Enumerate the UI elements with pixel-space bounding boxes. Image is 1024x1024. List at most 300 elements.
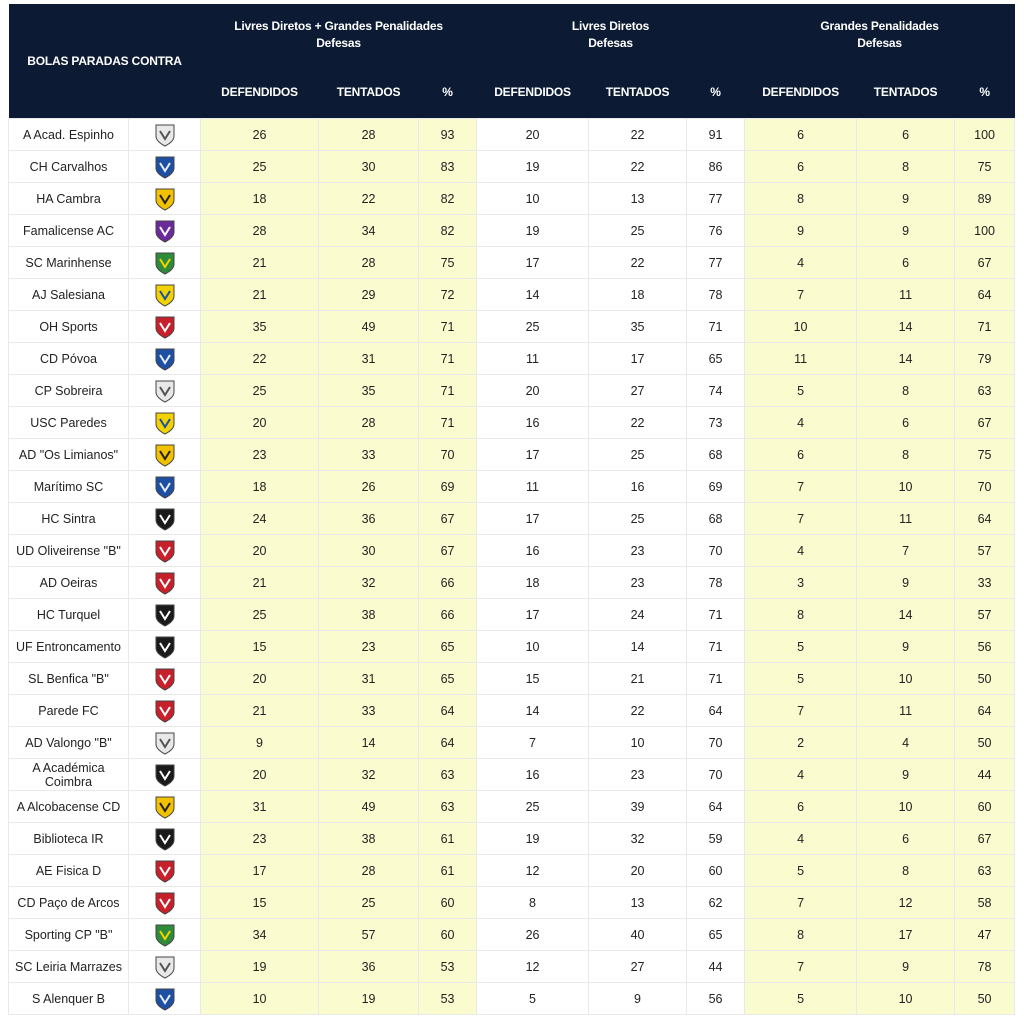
team-crest-icon [154, 955, 176, 979]
cell-defendidos: 35 [201, 311, 319, 343]
cell-percent: 53 [419, 951, 477, 983]
group-subtitle: Defesas [857, 36, 902, 50]
cell-percent: 75 [419, 247, 477, 279]
cell-tentados: 57 [319, 919, 419, 951]
cell-percent: 44 [955, 759, 1015, 791]
cell-percent: 58 [955, 887, 1015, 919]
team-crest-cell [129, 535, 201, 567]
table-row[interactable] [9, 599, 1015, 631]
cell-defendidos: 16 [477, 759, 589, 791]
cell-tentados: 14 [857, 343, 955, 375]
cell-tentados: 32 [589, 823, 687, 855]
cell-defendidos: 11 [477, 343, 589, 375]
table-row[interactable] [9, 503, 1015, 535]
cell-percent: 100 [955, 215, 1015, 247]
cell-defendidos: 6 [745, 151, 857, 183]
cell-defendidos: 15 [477, 663, 589, 695]
cell-tentados: 28 [319, 247, 419, 279]
cell-defendidos: 10 [477, 183, 589, 215]
cell-percent: 64 [419, 727, 477, 759]
team-name: UF Entroncamento [9, 631, 129, 663]
cell-percent: 64 [687, 695, 745, 727]
team-crest-cell [129, 951, 201, 983]
cell-defendidos: 4 [745, 535, 857, 567]
cell-percent: 71 [419, 343, 477, 375]
team-crest-cell [129, 631, 201, 663]
team-name: A Académica Coimbra [9, 759, 129, 791]
group-title: Livres Diretos + Grandes Penalidades [234, 19, 443, 33]
cell-tentados: 28 [319, 119, 419, 151]
cell-percent: 74 [687, 375, 745, 407]
team-name: Famalicense AC [9, 215, 129, 247]
team-crest-cell [129, 503, 201, 535]
col-header-tentados[interactable]: TENTADOS [319, 66, 419, 119]
team-crest-icon [154, 251, 176, 275]
cell-defendidos: 5 [477, 983, 589, 1015]
cell-tentados: 12 [857, 887, 955, 919]
team-name: A Alcobacense CD [9, 791, 129, 823]
cell-tentados: 10 [589, 727, 687, 759]
team-name: CD Póvoa [9, 343, 129, 375]
cell-tentados: 18 [589, 279, 687, 311]
cell-defendidos: 14 [477, 279, 589, 311]
table-row[interactable] [9, 343, 1015, 375]
cell-defendidos: 21 [201, 247, 319, 279]
team-crest-cell [129, 119, 201, 151]
cell-percent: 83 [419, 151, 477, 183]
cell-percent: 100 [955, 119, 1015, 151]
cell-percent: 70 [419, 439, 477, 471]
cell-percent: 65 [687, 919, 745, 951]
cell-percent: 56 [955, 631, 1015, 663]
team-crest-icon [154, 443, 176, 467]
group-header-total [201, 4, 477, 66]
cell-defendidos: 26 [477, 919, 589, 951]
cell-percent: 60 [419, 887, 477, 919]
team-name: HC Turquel [9, 599, 129, 631]
cell-defendidos: 17 [477, 599, 589, 631]
cell-percent: 71 [955, 311, 1015, 343]
team-crest-cell [129, 983, 201, 1015]
cell-defendidos: 10 [201, 983, 319, 1015]
table-row[interactable] [9, 663, 1015, 695]
table-row[interactable] [9, 215, 1015, 247]
cell-defendidos: 7 [745, 503, 857, 535]
cell-tentados: 21 [589, 663, 687, 695]
cell-defendidos: 7 [745, 695, 857, 727]
col-header-defendidos[interactable]: DEFENDIDOS [745, 66, 857, 119]
cell-defendidos: 5 [745, 855, 857, 887]
cell-tentados: 33 [319, 695, 419, 727]
team-crest-cell [129, 919, 201, 951]
cell-percent: 44 [687, 951, 745, 983]
cell-tentados: 6 [857, 247, 955, 279]
cell-defendidos: 19 [477, 823, 589, 855]
cell-defendidos: 31 [201, 791, 319, 823]
cell-defendidos: 28 [201, 215, 319, 247]
cell-tentados: 36 [319, 951, 419, 983]
cell-defendidos: 20 [477, 119, 589, 151]
cell-defendidos: 4 [745, 247, 857, 279]
cell-percent: 60 [419, 919, 477, 951]
cell-defendidos: 8 [477, 887, 589, 919]
cell-percent: 68 [687, 439, 745, 471]
cell-defendidos: 9 [201, 727, 319, 759]
cell-tentados: 22 [589, 247, 687, 279]
cell-percent: 82 [419, 215, 477, 247]
col-header-percent[interactable]: % [419, 66, 477, 119]
team-crest-icon [154, 667, 176, 691]
table-row[interactable] [9, 759, 1015, 791]
cell-tentados: 35 [319, 375, 419, 407]
cell-defendidos: 21 [201, 695, 319, 727]
team-crest-icon [154, 507, 176, 531]
cell-percent: 65 [687, 343, 745, 375]
cell-defendidos: 24 [201, 503, 319, 535]
cell-tentados: 25 [589, 439, 687, 471]
cell-defendidos: 6 [745, 791, 857, 823]
team-crest-cell [129, 855, 201, 887]
cell-defendidos: 12 [477, 855, 589, 887]
cell-tentados: 38 [319, 823, 419, 855]
table-row[interactable] [9, 151, 1015, 183]
cell-tentados: 25 [589, 503, 687, 535]
team-crest-icon [154, 699, 176, 723]
table-row[interactable] [9, 183, 1015, 215]
team-name: AJ Salesiana [9, 279, 129, 311]
table-row[interactable] [9, 119, 1015, 151]
cell-defendidos: 11 [745, 343, 857, 375]
cell-percent: 64 [955, 695, 1015, 727]
cell-percent: 61 [419, 823, 477, 855]
group-title: Livres Diretos [571, 19, 650, 33]
col-header-percent[interactable]: % [955, 66, 1015, 119]
team-crest-icon [154, 571, 176, 595]
cell-tentados: 30 [319, 151, 419, 183]
cell-tentados: 25 [319, 887, 419, 919]
cell-defendidos: 21 [201, 279, 319, 311]
cell-percent: 63 [955, 375, 1015, 407]
cell-tentados: 24 [589, 599, 687, 631]
cell-percent: 75 [955, 151, 1015, 183]
team-crest-cell [129, 599, 201, 631]
cell-defendidos: 4 [745, 759, 857, 791]
cell-defendidos: 20 [201, 407, 319, 439]
cell-percent: 67 [955, 247, 1015, 279]
cell-tentados: 9 [857, 631, 955, 663]
team-name: SC Leiria Marrazes [9, 951, 129, 983]
team-crest-cell [129, 791, 201, 823]
team-crest-icon [154, 891, 176, 915]
team-crest-cell [129, 727, 201, 759]
cell-tentados: 39 [589, 791, 687, 823]
team-crest-cell [129, 215, 201, 247]
team-crest-icon [154, 987, 176, 1011]
cell-percent: 65 [419, 631, 477, 663]
team-crest-cell [129, 663, 201, 695]
team-name: CD Paço de Arcos [9, 887, 129, 919]
team-name: UD Oliveirense "B" [9, 535, 129, 567]
cell-tentados: 49 [319, 311, 419, 343]
team-crest-icon [154, 379, 176, 403]
cell-tentados: 23 [589, 759, 687, 791]
cell-defendidos: 5 [745, 663, 857, 695]
team-name: S Alenquer B [9, 983, 129, 1015]
cell-percent: 64 [955, 503, 1015, 535]
cell-defendidos: 4 [745, 407, 857, 439]
group-title: Grandes Penalidades [820, 19, 939, 33]
cell-tentados: 22 [319, 183, 419, 215]
table-row[interactable] [9, 951, 1015, 983]
team-name: CP Sobreira [9, 375, 129, 407]
cell-tentados: 6 [857, 823, 955, 855]
cell-percent: 71 [687, 311, 745, 343]
cell-defendidos: 25 [201, 151, 319, 183]
cell-tentados: 27 [589, 375, 687, 407]
cell-tentados: 31 [319, 663, 419, 695]
cell-percent: 50 [955, 983, 1015, 1015]
cell-defendidos: 6 [745, 439, 857, 471]
table-row[interactable] [9, 919, 1015, 951]
cell-tentados: 32 [319, 567, 419, 599]
cell-tentados: 10 [857, 983, 955, 1015]
cell-percent: 57 [955, 599, 1015, 631]
cell-defendidos: 17 [477, 503, 589, 535]
cell-percent: 71 [687, 599, 745, 631]
table-row[interactable] [9, 535, 1015, 567]
cell-percent: 71 [419, 311, 477, 343]
cell-tentados: 49 [319, 791, 419, 823]
col-header-defendidos[interactable]: DEFENDIDOS [477, 66, 589, 119]
cell-tentados: 22 [589, 695, 687, 727]
cell-percent: 75 [955, 439, 1015, 471]
cell-percent: 70 [687, 727, 745, 759]
cell-tentados: 26 [319, 471, 419, 503]
cell-tentados: 14 [857, 599, 955, 631]
cell-tentados: 8 [857, 855, 955, 887]
cell-tentados: 13 [589, 183, 687, 215]
cell-percent: 72 [419, 279, 477, 311]
cell-tentados: 20 [589, 855, 687, 887]
team-crest-cell [129, 279, 201, 311]
table-row[interactable] [9, 855, 1015, 887]
cell-defendidos: 3 [745, 567, 857, 599]
table-row[interactable] [9, 279, 1015, 311]
cell-tentados: 7 [857, 535, 955, 567]
team-name: A Acad. Espinho [9, 119, 129, 151]
table-row[interactable] [9, 631, 1015, 663]
cell-tentados: 6 [857, 407, 955, 439]
team-crest-icon [154, 539, 176, 563]
cell-tentados: 14 [857, 311, 955, 343]
team-crest-icon [154, 859, 176, 883]
cell-tentados: 30 [319, 535, 419, 567]
cell-percent: 60 [687, 855, 745, 887]
team-crest-icon [154, 123, 176, 147]
team-crest-icon [154, 763, 176, 787]
team-crest-cell [129, 407, 201, 439]
cell-percent: 64 [687, 791, 745, 823]
group-header-free-kicks [477, 4, 745, 66]
cell-percent: 89 [955, 183, 1015, 215]
table-row[interactable] [9, 823, 1015, 855]
cell-percent: 86 [687, 151, 745, 183]
cell-defendidos: 20 [477, 375, 589, 407]
cell-defendidos: 12 [477, 951, 589, 983]
cell-percent: 77 [687, 247, 745, 279]
table-row[interactable] [9, 727, 1015, 759]
cell-tentados: 29 [319, 279, 419, 311]
table-row[interactable] [9, 247, 1015, 279]
table-row[interactable] [9, 983, 1015, 1015]
cell-defendidos: 6 [745, 119, 857, 151]
cell-tentados: 9 [857, 759, 955, 791]
team-crest-cell [129, 439, 201, 471]
cell-defendidos: 5 [745, 375, 857, 407]
cell-defendidos: 17 [201, 855, 319, 887]
table-row[interactable] [9, 439, 1015, 471]
cell-tentados: 9 [857, 567, 955, 599]
cell-percent: 66 [419, 599, 477, 631]
cell-percent: 66 [419, 567, 477, 599]
team-crest-cell [129, 887, 201, 919]
cell-percent: 64 [955, 279, 1015, 311]
table-row[interactable] [9, 311, 1015, 343]
team-crest-icon [154, 411, 176, 435]
cell-percent: 71 [419, 407, 477, 439]
cell-tentados: 11 [857, 503, 955, 535]
group-subtitle: Defesas [316, 36, 361, 50]
table-row[interactable] [9, 791, 1015, 823]
cell-defendidos: 10 [477, 631, 589, 663]
col-header-tentados[interactable]: TENTADOS [589, 66, 687, 119]
col-header-percent[interactable]: % [687, 66, 745, 119]
set-pieces-table [8, 4, 1015, 1015]
cell-tentados: 32 [319, 759, 419, 791]
cell-tentados: 34 [319, 215, 419, 247]
cell-defendidos: 34 [201, 919, 319, 951]
team-name: OH Sports [9, 311, 129, 343]
cell-percent: 71 [687, 631, 745, 663]
team-crest-cell [129, 471, 201, 503]
cell-tentados: 14 [319, 727, 419, 759]
cell-percent: 78 [955, 951, 1015, 983]
cell-percent: 65 [419, 663, 477, 695]
cell-defendidos: 18 [201, 183, 319, 215]
team-crest-cell [129, 247, 201, 279]
team-name: AE Fisica D [9, 855, 129, 887]
cell-percent: 56 [687, 983, 745, 1015]
cell-tentados: 35 [589, 311, 687, 343]
cell-percent: 47 [955, 919, 1015, 951]
cell-percent: 67 [955, 407, 1015, 439]
team-name: SC Marinhense [9, 247, 129, 279]
team-crest-icon [154, 731, 176, 755]
cell-defendidos: 8 [745, 599, 857, 631]
cell-defendidos: 14 [477, 695, 589, 727]
cell-tentados: 10 [857, 471, 955, 503]
cell-tentados: 22 [589, 407, 687, 439]
cell-defendidos: 19 [477, 151, 589, 183]
col-header-tentados[interactable]: TENTADOS [857, 66, 955, 119]
stats-table-container [8, 4, 1014, 1015]
cell-defendidos: 20 [201, 535, 319, 567]
cell-tentados: 11 [857, 279, 955, 311]
cell-defendidos: 15 [201, 631, 319, 663]
cell-tentados: 10 [857, 791, 955, 823]
cell-percent: 78 [687, 279, 745, 311]
col-header-defendidos[interactable]: DEFENDIDOS [201, 66, 319, 119]
cell-percent: 62 [687, 887, 745, 919]
cell-tentados: 10 [857, 663, 955, 695]
table-row[interactable] [9, 887, 1015, 919]
cell-tentados: 27 [589, 951, 687, 983]
cell-defendidos: 21 [201, 567, 319, 599]
cell-defendidos: 10 [745, 311, 857, 343]
cell-defendidos: 25 [477, 791, 589, 823]
team-crest-icon [154, 795, 176, 819]
cell-tentados: 33 [319, 439, 419, 471]
cell-percent: 67 [419, 503, 477, 535]
table-row[interactable] [9, 407, 1015, 439]
team-crest-icon [154, 827, 176, 851]
team-crest-cell [129, 695, 201, 727]
cell-percent: 93 [419, 119, 477, 151]
cell-defendidos: 17 [477, 439, 589, 471]
cell-percent: 50 [955, 663, 1015, 695]
cell-percent: 63 [419, 791, 477, 823]
cell-percent: 57 [955, 535, 1015, 567]
team-name: Marítimo SC [9, 471, 129, 503]
table-row[interactable] [9, 375, 1015, 407]
cell-percent: 64 [419, 695, 477, 727]
cell-defendidos: 2 [745, 727, 857, 759]
cell-percent: 70 [955, 471, 1015, 503]
cell-percent: 82 [419, 183, 477, 215]
cell-defendidos: 26 [201, 119, 319, 151]
team-crest-cell [129, 375, 201, 407]
team-name: Biblioteca IR [9, 823, 129, 855]
cell-percent: 73 [687, 407, 745, 439]
cell-defendidos: 18 [201, 471, 319, 503]
cell-tentados: 17 [589, 343, 687, 375]
cell-defendidos: 7 [745, 279, 857, 311]
cell-defendidos: 18 [477, 567, 589, 599]
cell-percent: 79 [955, 343, 1015, 375]
team-crest-cell [129, 151, 201, 183]
table-header [9, 4, 1015, 119]
cell-percent: 63 [419, 759, 477, 791]
cell-tentados: 6 [857, 119, 955, 151]
team-crest-cell [129, 823, 201, 855]
cell-percent: 50 [955, 727, 1015, 759]
cell-tentados: 22 [589, 151, 687, 183]
team-crest-cell [129, 567, 201, 599]
cell-percent: 70 [687, 535, 745, 567]
table-body [9, 119, 1015, 1015]
team-name: Sporting CP "B" [9, 919, 129, 951]
cell-tentados: 28 [319, 855, 419, 887]
cell-defendidos: 20 [201, 663, 319, 695]
team-crest-cell [129, 759, 201, 791]
cell-defendidos: 23 [201, 439, 319, 471]
cell-defendidos: 5 [745, 631, 857, 663]
table-row[interactable] [9, 695, 1015, 727]
table-row[interactable] [9, 567, 1015, 599]
table-row[interactable] [9, 471, 1015, 503]
group-subtitle: Defesas [588, 36, 633, 50]
cell-percent: 33 [955, 567, 1015, 599]
